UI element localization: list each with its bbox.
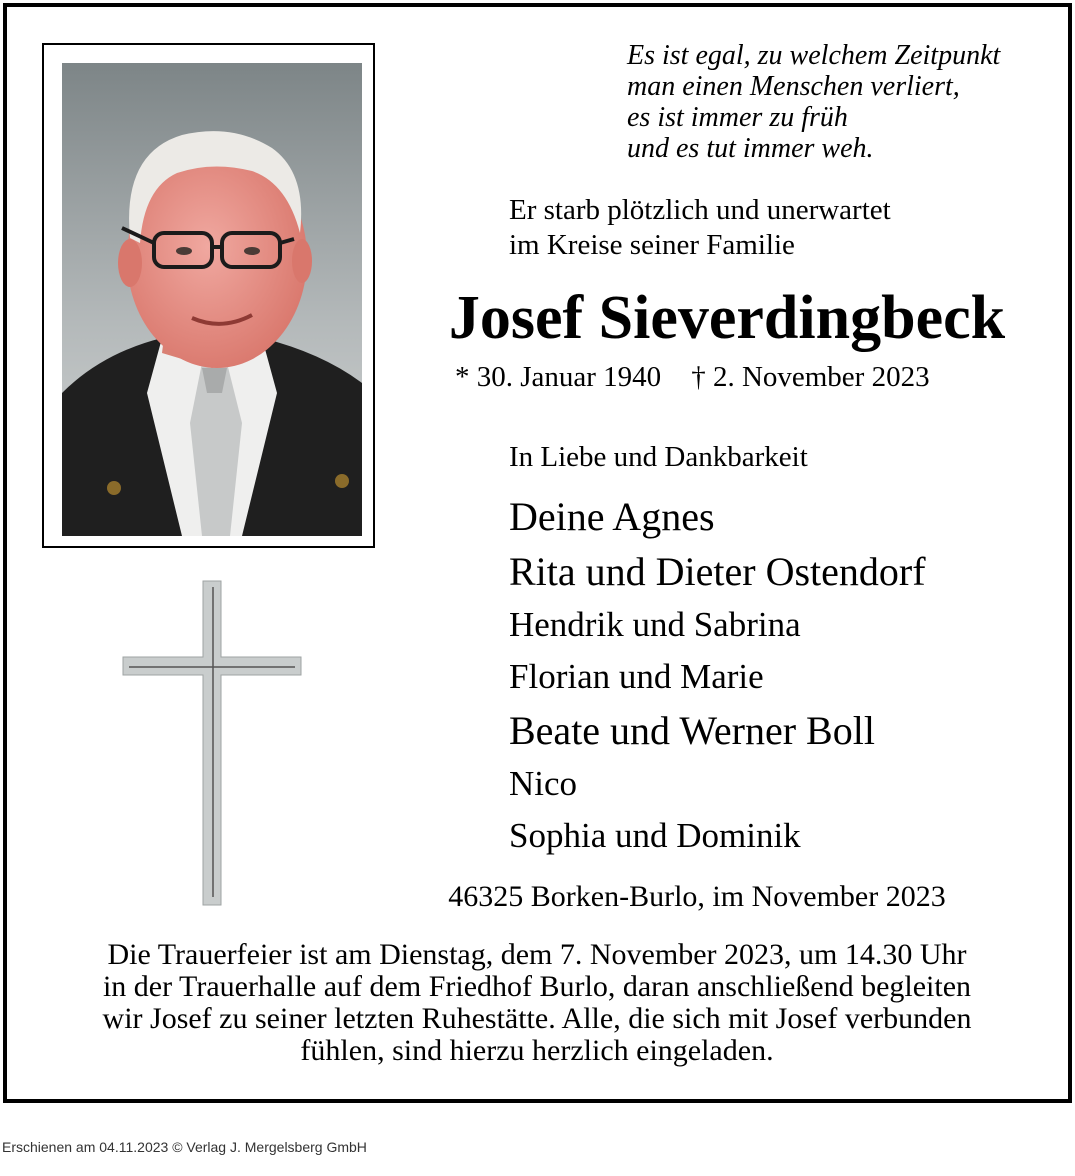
mourner-name: Beate und Werner Boll xyxy=(509,708,875,753)
mourner-name: Sophia und Dominik xyxy=(509,816,801,855)
intro-line: Er starb plötzlich und unerwartet xyxy=(509,194,891,226)
life-dates xyxy=(455,359,930,395)
deceased-name: Josef Sieverdingbeck xyxy=(448,284,1006,352)
mourner-name: Nico xyxy=(509,764,578,803)
ceremony-line: wir Josef zu seiner letzten Ruhestätte. Alle, die sich mit Josef verbunden xyxy=(102,1002,972,1035)
mourner-name: Hendrik und Sabrina xyxy=(509,605,801,644)
quote xyxy=(627,40,1067,164)
quote-line: es ist immer zu früh xyxy=(627,102,848,133)
publication-footer: Erschienen am 04.11.2023 © Verlag J. Mergelsberg GmbH xyxy=(2,1139,367,1155)
death-date: † 2. November 2023 xyxy=(691,361,930,393)
ceremony-line: Die Trauerfeier ist am Dienstag, dem 7. November 2023, um 14.30 Uhr xyxy=(107,938,967,971)
mourner-name: Rita und Dieter Ostendorf xyxy=(509,549,926,594)
ceremony-details xyxy=(27,939,1047,1067)
intro-line: im Kreise seiner Familie xyxy=(509,229,795,261)
thanks-line: In Liebe und Dankbarkeit xyxy=(509,441,808,473)
ceremony-line: fühlen, sind hierzu herzlich eingeladen. xyxy=(300,1034,774,1067)
cross-icon xyxy=(121,579,303,907)
obituary-notice xyxy=(3,3,1072,1103)
mourner-name: Deine Agnes xyxy=(509,494,715,539)
place-date: 46325 Borken-Burlo, im November 2023 xyxy=(448,880,946,913)
ceremony-line: in der Trauerhalle auf dem Friedhof Burlo, daran anschließend begleiten xyxy=(102,970,972,1003)
intro-text xyxy=(509,193,891,263)
mourner-name: Florian und Marie xyxy=(509,657,764,696)
birth-date: * 30. Januar 1940 xyxy=(455,361,662,393)
quote-line: man einen Menschen verliert, xyxy=(627,71,960,102)
mourners-list xyxy=(509,489,926,862)
quote-line: und es tut immer weh. xyxy=(627,133,874,164)
quote-line: Es ist egal, zu welchem Zeitpunkt xyxy=(627,40,1001,71)
portrait-photo xyxy=(62,63,362,536)
photo-frame xyxy=(42,43,375,548)
